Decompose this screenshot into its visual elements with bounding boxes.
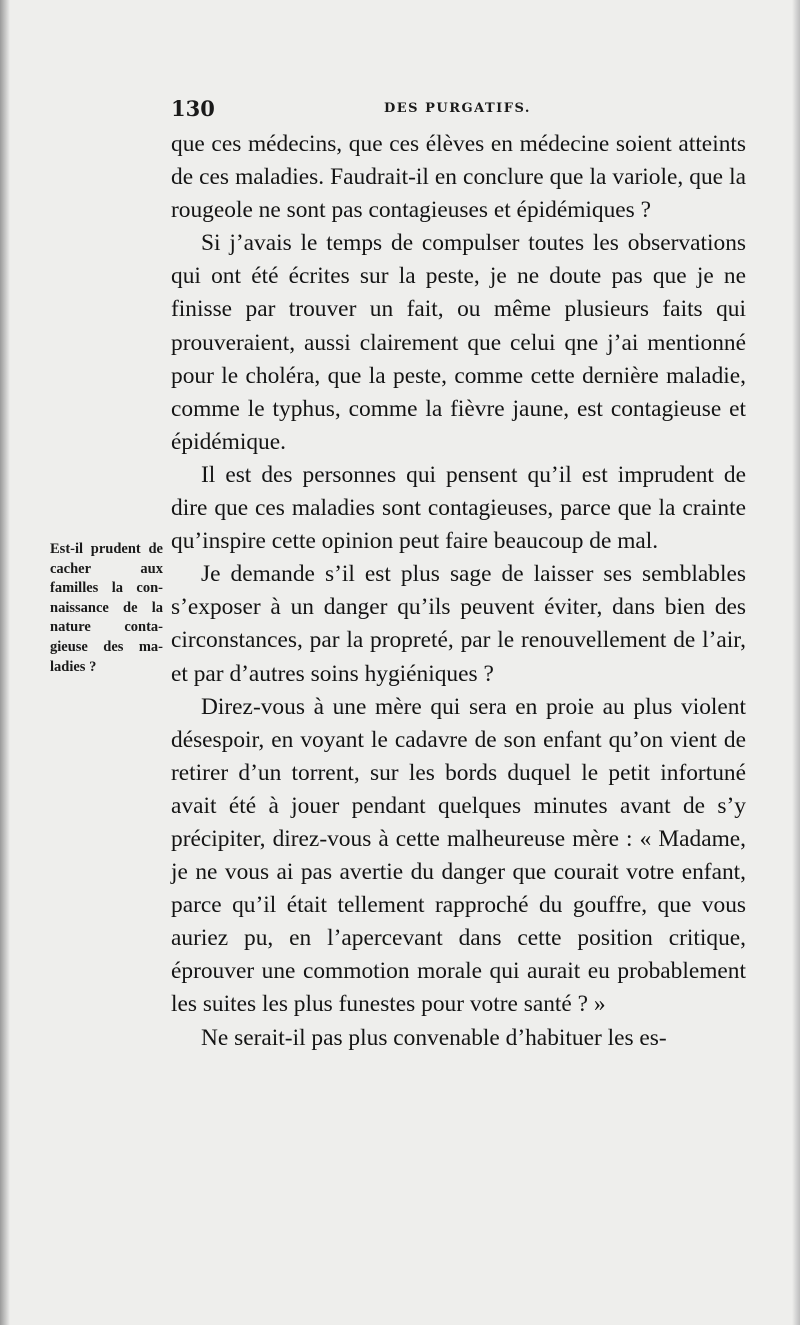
running-head xyxy=(171,96,751,124)
paragraph: Direz-vous à une mère qui sera en proie au plus violent désespoir, en voyant le cadavre de son enfant qu’on vient de retirer d’un torrent, sur les bords duquel le petit infortuné avait été à jouer pendant quelques minutes avant de s’y précipiter, direz-vous à cette malheureuse mère : « Madame, je ne vous ai pas avertie du danger que courait votre enfant, parce qu’il était tellement rapproché du gouffre, que vous auriez pu, en l’apercevant dans cette position critique, éprouver une commotion morale qui aurait eu probablement les suites les plus funestes pour votre santé ? » xyxy=(171,693,746,1018)
paragraph: Ne serait-il pas plus convenable d’habituer les es- xyxy=(201,1024,667,1051)
page-number: 130 xyxy=(171,96,215,121)
paragraph: Si j’avais le temps de compulser toutes les observations qui ont été écrites sur la peste, je ne doute pas que je ne finisse par trouver un fait, ou même plusieurs faits qui prouveraient, aussi clairement que celui qne j’ai mentionné pour le choléra, que la peste, comme cette dernière maladie, comme le typhus, comme la fièvre jaune, est contagieuse et épidémique. xyxy=(171,230,746,455)
margin-note: Est-il prudent de cacher aux familles la connaissance de la nature contagieuse des maladies ? xyxy=(50,541,163,675)
body-text xyxy=(171,128,746,1055)
page-gutter-shadow xyxy=(0,0,10,1325)
page-edge-shadow xyxy=(792,0,800,1325)
paragraph-continuation: que ces médecins, que ces élèves en médecine soient atteints de ces maladies. Faudrait-il en conclure que la variole, que la rougeole ne sont pas contagieuses et épidémiques ? xyxy=(171,131,746,224)
paragraph: Je demande s’il est plus sage de laisser ses semblables s’exposer à un danger qu’ils peuvent éviter, dans bien des circonstances, par la propreté, par le renouvellement de l’air, et par d’autres soins hygiéniques ? xyxy=(171,561,746,687)
section-title: DES PURGATIFS. xyxy=(384,101,531,116)
paragraph: Il est des personnes qui pensent qu’il est imprudent de dire que ces maladies sont contagieuses, parce que la crainte qu’inspire cette opinion peut faire beaucoup de mal. xyxy=(171,461,746,555)
